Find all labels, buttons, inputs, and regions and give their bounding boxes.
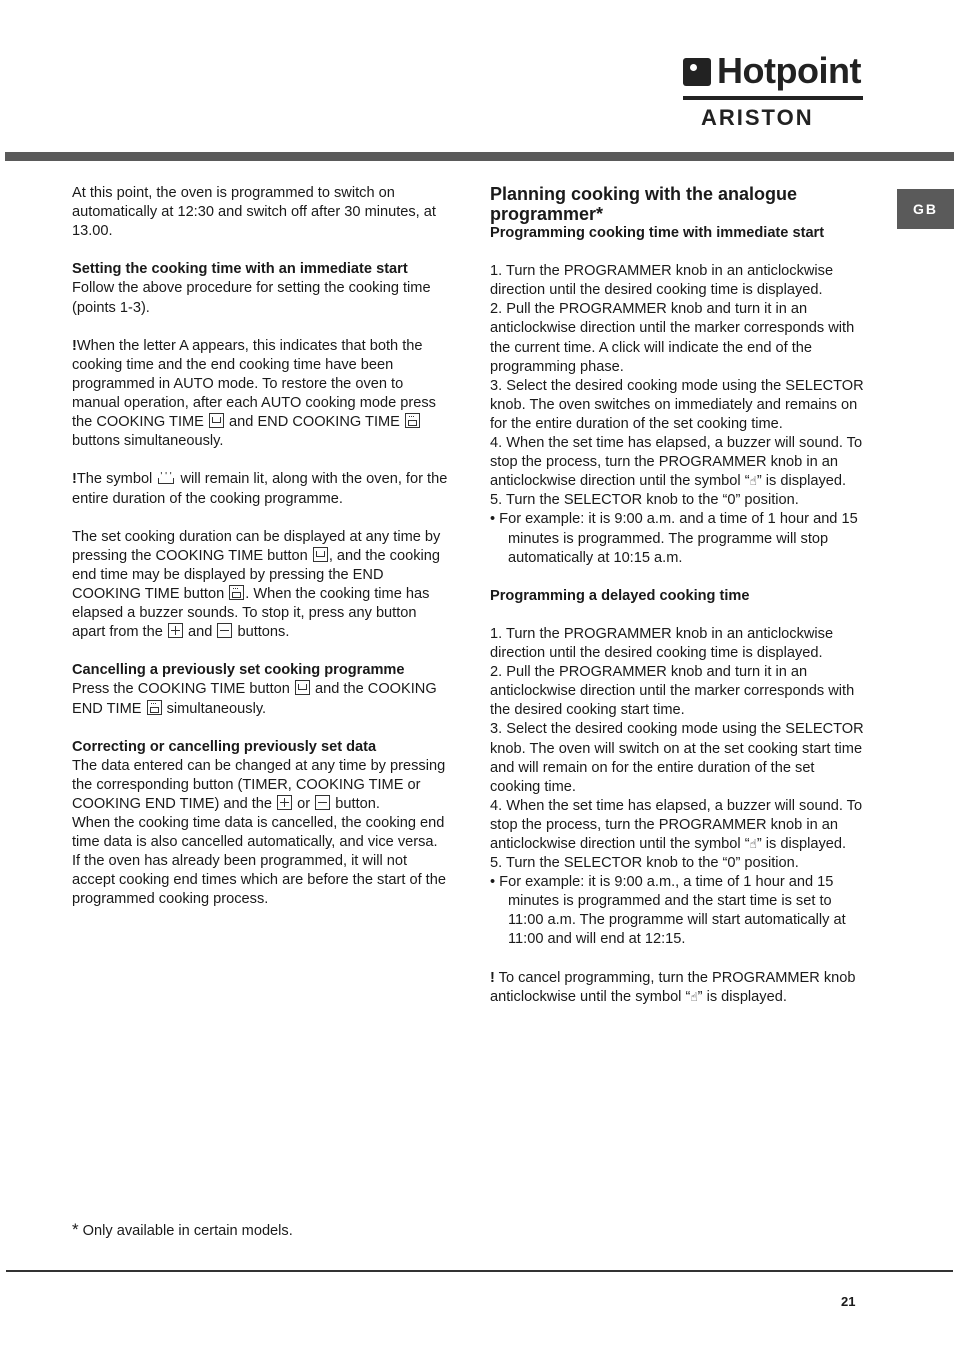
header-divider [5, 152, 954, 161]
logo-rule [683, 96, 863, 100]
display-paragraph: The set cooking duration can be displayed at any time by pressing the COOKING TIME button , and the cooking end time may be displayed by pressing the END COOKING TIME button . When the cooking time has elapsed a buzzer sounds. To stop it, press any button apart from the and buttons. [72, 528, 441, 641]
hotpoint-ariston-logo [683, 50, 865, 130]
step-5: 5. Turn the SELECTOR knob to the “0” position. [490, 492, 799, 509]
heading-correct: Correcting or cancelling previously set data [72, 738, 377, 755]
step-3: 3. Select the desired cooking mode using the SELECTOR knob. The oven switches on immediately and remains on for the entire duration of the set cooking time. [490, 377, 864, 432]
section-title: Planning cooking with the analogue programmer* [490, 184, 798, 224]
end-cooking-time-icon [147, 700, 162, 715]
intro-paragraph: At this point, the oven is programmed to switch on automatically at 12:30 and switch off after 30 minutes, at 13.00. [72, 185, 436, 240]
delayed-example-bullet: • For example: it is 9:00 a.m., a time of 1 hour and 15 minutes is programmed and the start time is set to 11:00 a.m. The programme will start automatically at 11:00 and will end at 12:15. [490, 874, 846, 948]
cooking-time-icon [209, 413, 224, 428]
delayed-step-5: 5. Turn the SELECTOR knob to the “0” position. [490, 855, 799, 872]
heading-cancel: Cancelling a previously set cooking programme [72, 662, 405, 679]
step-2: 2. Pull the PROGRAMMER knob and turn it in an anticlockwise direction until the marker corresponds with the current time. A click will indicate the end of the programming phase. [490, 301, 855, 375]
hand-icon: ☝ [749, 837, 757, 851]
plus-icon [277, 795, 292, 810]
end-cooking-time-icon [229, 585, 244, 600]
page-number: 21 [841, 1294, 856, 1309]
end-cooking-time-icon [405, 413, 420, 428]
brand-mark-icon [683, 58, 711, 86]
hand-icon: ☝ [690, 989, 698, 1004]
warning-mark: ! [72, 337, 77, 354]
step-4: 4. When the set time has elapsed, a buzzer will sound. To stop the process, turn the PROGRAMMER knob in an anticlockwise direction until the symbol “☝” is displayed. [490, 434, 868, 491]
symbol-note: !The symbol ' ' ' will remain lit, along with the oven, for the entire duration of the cooking programme. [72, 470, 450, 508]
minus-icon [315, 795, 330, 810]
heading-immediate-start: Programming cooking time with immediate start [490, 225, 825, 241]
heading-immediate-start: Setting the cooking time with an immediate start [72, 261, 408, 278]
footer-divider [6, 1270, 953, 1272]
cancel-paragraph: Press the COOKING TIME button and the COOKING END TIME simultaneously. [72, 681, 437, 717]
example-bullet: • For example: it is 9:00 a.m. and a time of 1 hour and 15 minutes is programmed. The programme will stop automatically at 10:15 a.m. [490, 511, 858, 566]
footnote: * Only available in certain models. [72, 1220, 293, 1239]
plus-icon [168, 623, 183, 638]
cooking-time-icon [313, 547, 328, 562]
cooking-time-icon [295, 680, 310, 695]
correct-paragraph: The data entered can be changed at any time by pressing the corresponding button (TIMER, COOKING TIME or COOKING END TIME) and the or button. [72, 757, 446, 812]
step-1: 1. Turn the PROGRAMMER knob in an anticlockwise direction until the desired cooking time is displayed. [490, 263, 834, 299]
delayed-step-2: 2. Pull the PROGRAMMER knob and turn it in an anticlockwise direction until the marker corresponds with the desired cooking start time. [490, 664, 855, 719]
correct-paragraph-2: When the cooking time data is cancelled, the cooking end time data is also cancelled automatically, and vice versa. [72, 815, 445, 851]
cancel-note: ! To cancel programming, turn the PROGRAMMER knob anticlockwise until the symbol “☝” is displayed. [490, 969, 868, 1007]
brand-name: Hotpoint [717, 50, 861, 91]
delayed-step-3: 3. Select the desired cooking mode using the SELECTOR knob. The oven will switch on at the set cooking start time and will remain on for the entire duration of the set cooking time. [490, 721, 864, 795]
warning-mark: ! [490, 969, 495, 986]
language-tab: GB [897, 189, 954, 229]
left-column [72, 184, 450, 910]
correct-paragraph-3: If the oven has already been programmed, it will not accept cooking end times which are before the start of the programmed cooking process. [72, 853, 446, 908]
brand-subname: ARISTON [701, 105, 814, 130]
warning-mark: ! [72, 471, 77, 488]
delayed-step-4: 4. When the set time has elapsed, a buzzer will sound. To stop the process, turn the PROGRAMMER knob in an anticlockwise direction until the symbol “☝” is displayed. [490, 797, 868, 854]
delayed-step-1: 1. Turn the PROGRAMMER knob in an anticlockwise direction until the desired cooking time is displayed. [490, 625, 834, 662]
heading-delayed: Programming a delayed cooking time [490, 587, 750, 604]
right-column [490, 184, 868, 1007]
minus-icon [217, 623, 232, 638]
letter-a-note: !When the letter A appears, this indicates that both the cooking time and the end cooking time have been programmed in AUTO mode. To restore the oven to manual operation, after each AUTO cooking mode press the COOKING TIME and END COOKING TIME buttons simultaneously. [72, 337, 436, 450]
immediate-start-paragraph: Follow the above procedure for setting the cooking time (points 1-3). [72, 280, 431, 316]
cooking-pot-icon [158, 470, 174, 484]
hand-icon: ☝ [749, 474, 757, 489]
